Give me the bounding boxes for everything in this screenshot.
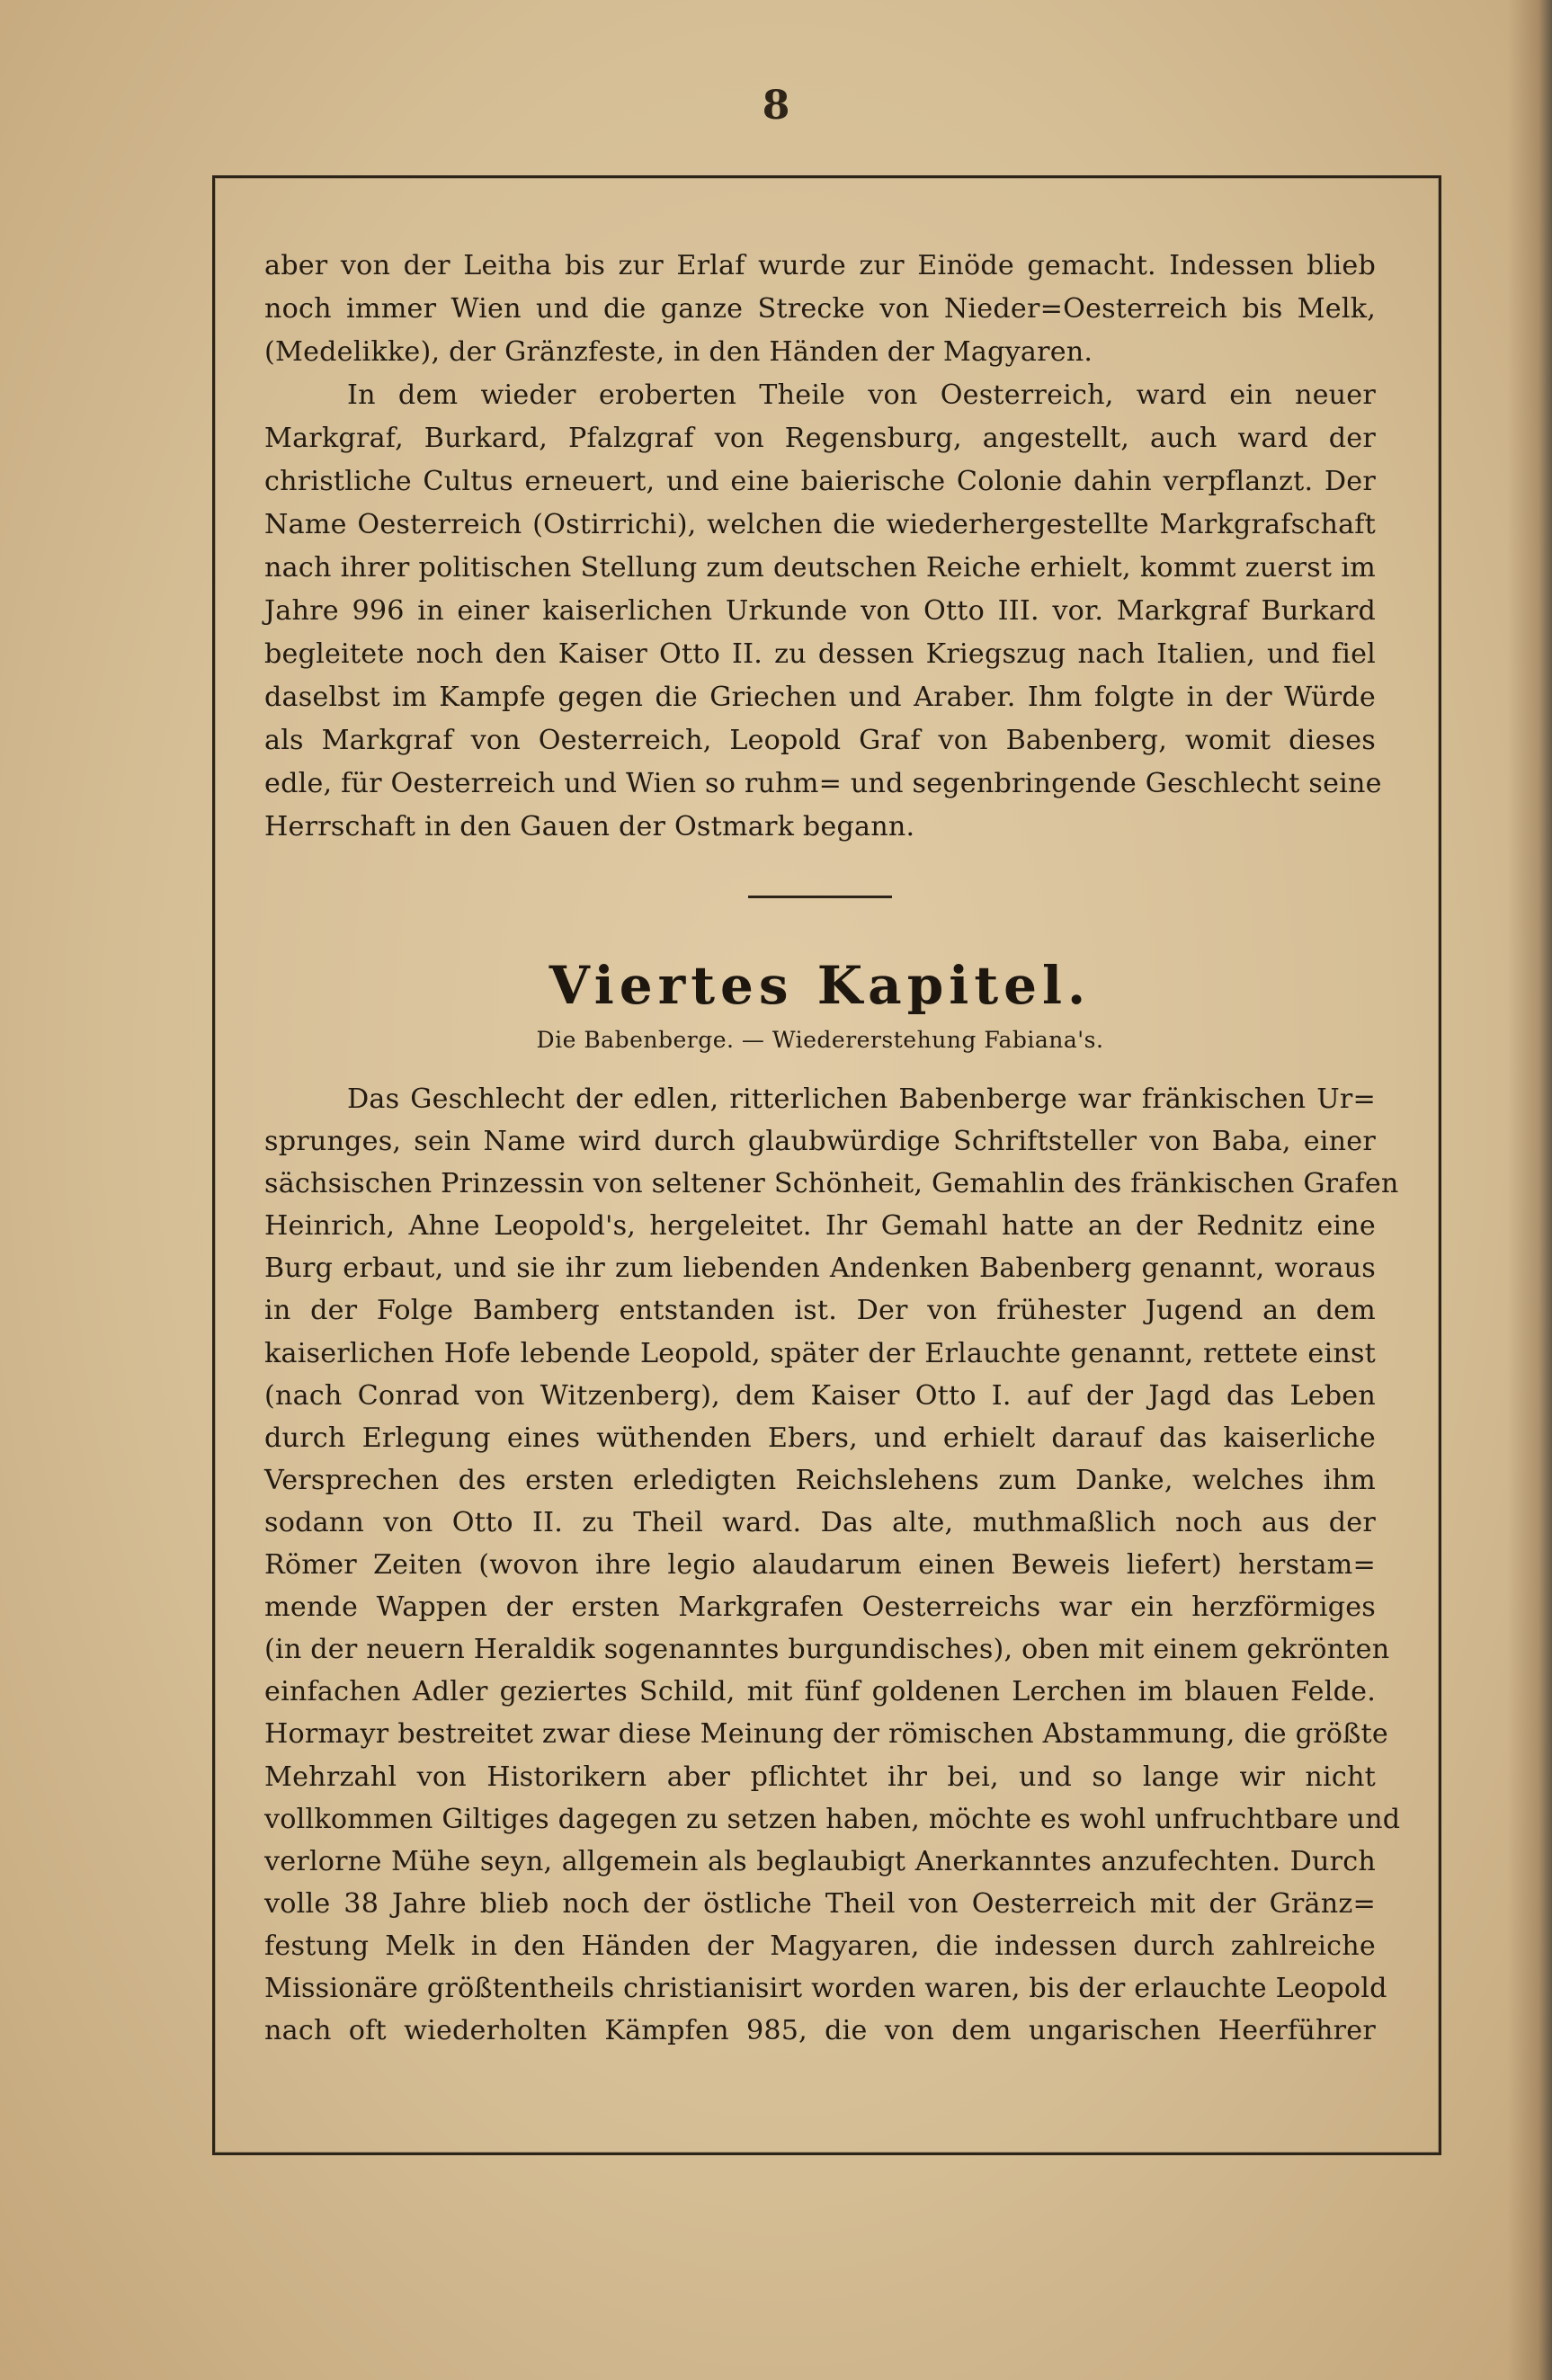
text-line: Hormayr bestreitet zwar diese Meinung der römischen Abstammung, die größte — [264, 1718, 1388, 1751]
text-line: volle 38 Jahre blieb noch der östliche Theil von Oesterreich mit der Gränz= — [264, 1887, 1376, 1920]
text-line: Mehrzahl von Historikern aber pflichtet ihr bei, und so lange wir nicht — [264, 1760, 1376, 1793]
text-line: Jahre 996 in einer kaiserlichen Urkunde von Otto III. vor. Markgraf Burkard — [264, 595, 1376, 627]
text-line: begleitete noch den Kaiser Otto II. zu dessen Kriegszug nach Italien, und fiel — [264, 638, 1376, 670]
chapter-title: Viertes Kapitel. — [549, 955, 1092, 1016]
text-line: als Markgraf von Oesterreich, Leopold Graf von Babenberg, womit dieses — [264, 725, 1376, 756]
text-line: einfachen Adler geziertes Schild, mit fünf goldenen Lerchen im blauen Felde. — [264, 1676, 1376, 1708]
text-line: (nach Conrad von Witzenberg), dem Kaiser Otto I. auf der Jagd das Leben — [264, 1379, 1376, 1412]
text-line: aber von der Leitha bis zur Erlaf wurde zur Einöde gemacht. Indessen blieb — [264, 250, 1376, 281]
text-line: Burg erbaut, und sie ihr zum liebenden Andenken Babenberg genannt, woraus — [264, 1252, 1376, 1285]
text-line: sodann von Otto II. zu Theil ward. Das alte, muthmaßlich noch aus der — [264, 1506, 1376, 1538]
text-line: nach oft wiederholten Kämpfen 985, die von dem ungarischen Heerführer — [264, 2015, 1376, 2047]
text-line: mende Wappen der ersten Markgrafen Oesterreichs war ein herzförmiges — [264, 1591, 1376, 1624]
text-line: Markgraf, Burkard, Pfalzgraf von Regensburg, angestellt, auch ward der — [264, 423, 1376, 454]
section-a-paragraphs — [264, 245, 1382, 849]
section-b-paragraph — [264, 1078, 1401, 2052]
text-line: kaiserlichen Hofe lebende Leopold, später der Erlauchte genannt, rettete einst — [264, 1337, 1376, 1369]
text-line: christliche Cultus erneuert, und eine baierische Colonie dahin verpflanzt. Der — [264, 466, 1376, 497]
text-line: sprunges, sein Name wird durch glaubwürdige Schriftsteller von Baba, einer — [264, 1126, 1376, 1158]
section-divider — [748, 896, 892, 898]
text-line: (Medelikke), der Gränzfeste, in den Händen der Magyaren. — [264, 336, 1093, 368]
text-line: Missionäre größtentheils christianisirt worden waren, bis der erlauchte Leopold — [264, 1972, 1387, 2004]
text-line: durch Erlegung eines wüthenden Ebers, und erhielt darauf das kaiserliche — [264, 1422, 1376, 1454]
text-line: nach ihrer politischen Stellung zum deutschen Reiche erhielt, kommt zuerst im — [264, 552, 1376, 584]
page-number: 8 — [762, 83, 790, 129]
text-line: Herrschaft in den Gauen der Ostmark begann. — [264, 811, 915, 842]
text-line: noch immer Wien und die ganze Strecke von Nieder=Oesterreich bis Melk, — [264, 293, 1376, 325]
text-line: sächsischen Prinzessin von seltener Schönheit, Gemahlin des fränkischen Grafen — [264, 1168, 1399, 1200]
page-body — [264, 245, 1401, 2052]
chapter-subtitle: Die Babenberge. — Wiedererstehung Fabiana's. — [536, 1027, 1104, 1053]
text-line: in der Folge Bamberg entstanden ist. Der von frühester Jugend an dem — [264, 1295, 1376, 1327]
text-line: Das Geschlecht der edlen, ritterlichen Babenberge war fränkischen Ur= — [347, 1083, 1376, 1115]
text-line: Versprechen des ersten erledigten Reichslehens zum Danke, welches ihm — [264, 1464, 1376, 1496]
text-line: Name Oesterreich (Ostirrichi), welchen die wiederhergestellte Markgrafschaft — [264, 509, 1376, 540]
text-line: verlorne Mühe seyn, allgemein als beglaubigt Anerkanntes anzufechten. Durch — [264, 1845, 1376, 1877]
text-line: (in der neuern Heraldik sogenanntes burgundisches), oben mit einem gekrönten — [264, 1634, 1390, 1666]
text-line: Römer Zeiten (wovon ihre legio alaudarum einen Beweis liefert) herstam= — [264, 1549, 1376, 1582]
text-line: vollkommen Giltiges dagegen zu setzen haben, möchte es wohl unfruchtbare und — [264, 1803, 1401, 1835]
text-line: In dem wieder eroberten Theile von Oesterreich, ward ein neuer — [347, 379, 1376, 411]
text-line: daselbst im Kampfe gegen die Griechen und Araber. Ihm folgte in der Würde — [264, 682, 1376, 713]
page-edge-shadow — [1507, 0, 1552, 2380]
text-line: festung Melk in den Händen der Magyaren, die indessen durch zahlreiche — [264, 1930, 1376, 1962]
text-line: Heinrich, Ahne Leopold's, hergeleitet. Ihr Gemahl hatte an der Rednitz eine — [264, 1210, 1376, 1243]
text-line: edle, für Oesterreich und Wien so ruhm= und segenbringende Geschlecht seine — [264, 768, 1382, 799]
